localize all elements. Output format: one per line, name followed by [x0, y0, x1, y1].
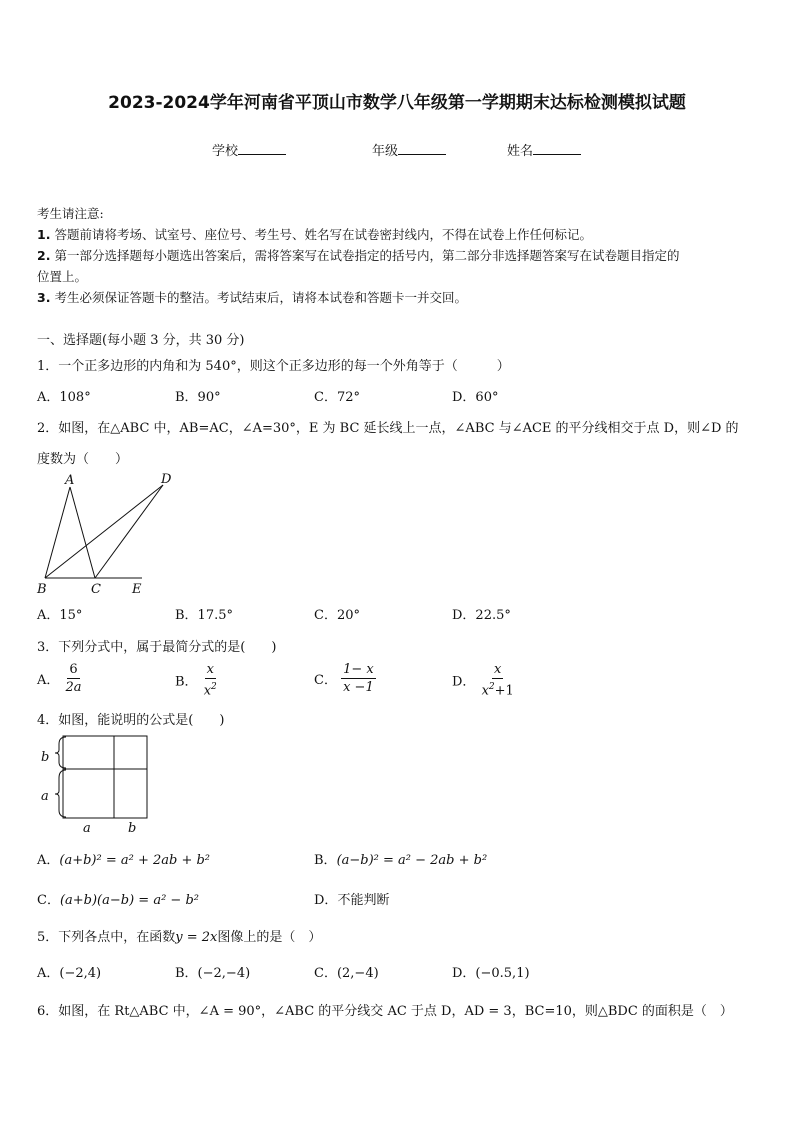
q5-option-c[interactable]: C．(2,−4)	[314, 966, 379, 981]
school-blank	[238, 142, 286, 155]
line-ac	[70, 487, 95, 578]
q2-option-a[interactable]: A．15°	[37, 608, 83, 623]
q3-option-a[interactable]: A． $\frac{6}{2a}$	[37, 662, 82, 695]
q4-option-b[interactable]: B．(a−b)² = a² − 2ab + b²	[314, 853, 488, 868]
q4-option-a[interactable]: A．(a+b)² = a² + 2ab + b²	[37, 853, 211, 868]
q1-option-d[interactable]: D．60°	[452, 390, 499, 405]
q5-option-d[interactable]: D．(−0.5,1)	[452, 966, 530, 981]
notice-item-2: 2. 第一部分选择题每小题选出答案后，需将答案写在试卷指定的括号内，第二部分非选择题答案写在试卷题目指定的	[37, 248, 680, 263]
side-label-b: b	[41, 750, 50, 765]
q5-option-b[interactable]: B．(−2,−4)	[175, 966, 251, 981]
bottom-label-b: b	[128, 821, 137, 836]
grade-label: 年级	[372, 144, 399, 159]
q2-option-b[interactable]: B．17.5°	[175, 608, 233, 623]
label-c: C	[91, 582, 101, 597]
school-label: 学校	[212, 144, 239, 159]
side-label-a: a	[41, 789, 49, 804]
q1-option-c[interactable]: C．72°	[314, 390, 360, 405]
school-field	[212, 140, 286, 159]
q3-option-b[interactable]: B． $\frac{x}{x^2}$	[175, 662, 217, 699]
name-field	[507, 140, 581, 159]
q2-option-c[interactable]: C．20°	[314, 608, 360, 623]
question-4: 4．如图，能说明的公式是( )	[37, 713, 225, 728]
notice-heading: 考生请注意:	[37, 206, 104, 221]
name-label: 姓名	[507, 144, 534, 159]
notice-item-3: 3. 考生必须保证答题卡的整洁。考试结束后，请将本试卷和答题卡一并交回。	[37, 290, 467, 305]
q4-option-c[interactable]: C．(a+b)(a−b) = a² − b²	[37, 893, 199, 908]
label-d: D	[161, 472, 172, 487]
fraction-d: $\frac{x}{x^2+1}$	[481, 662, 514, 699]
q4-option-d[interactable]: D．不能判断	[314, 893, 390, 908]
brace-a	[55, 770, 66, 817]
line-bd	[45, 485, 163, 578]
function-expr: y = 2x	[175, 930, 218, 945]
q1-option-a[interactable]: A．108°	[37, 390, 91, 405]
question-2: 2．如图，在△ABC 中，AB=AC，∠A=30°，E 为 BC 延长线上一点，∠ABC 与∠ACE 的平分线相交于点 D，则∠D 的	[37, 421, 739, 436]
question-6: 6．如图，在 Rt△ABC 中，∠A = 90°，∠ABC 的平分线交 AC 于点 D，AD = 3，BC=10，则△BDC 的面积是（ ）	[37, 1004, 733, 1019]
question-1: 1．一个正多边形的内角和为 540°，则这个正多边形的每一个外角等于（ ）	[37, 359, 510, 374]
q3-option-c[interactable]: C． $\frac{1- x}{x -1}$	[314, 662, 374, 695]
line-cd	[95, 485, 163, 578]
bottom-label-a: a	[83, 821, 91, 836]
question-3: 3．下列分式中，属于最简分式的是( )	[37, 640, 277, 655]
notice-item-2-cont: 位置上。	[37, 269, 88, 284]
question-2-cont: 度数为（ ）	[37, 452, 129, 467]
label-e: E	[132, 582, 142, 597]
q5-option-a[interactable]: A．(−2,4)	[37, 966, 102, 981]
q4-square-figure	[36, 730, 156, 840]
q3-option-d[interactable]: D． $\frac{x}{x^2+1}$	[452, 662, 514, 699]
brace-b	[55, 737, 66, 768]
fraction-c: $\frac{1- x}{x -1}$	[343, 662, 374, 695]
grade-blank	[398, 142, 446, 155]
fraction-a: $\frac{6}{2a}$	[65, 662, 82, 695]
question-5: 5．下列各点中，在函数y = 2x图像上的是（ ）	[37, 930, 322, 945]
q1-option-b[interactable]: B．90°	[175, 390, 221, 405]
page-title: 2023-2024学年河南省平顶山市数学八年级第一学期期末达标检测模拟试题	[108, 93, 686, 113]
name-blank	[533, 142, 581, 155]
q2-option-d[interactable]: D．22.5°	[452, 608, 511, 623]
label-b: B	[37, 582, 47, 597]
outer-square	[63, 736, 147, 818]
line-ab	[45, 487, 70, 578]
label-a: A	[65, 473, 75, 488]
q2-triangle-figure	[32, 470, 182, 598]
grade-field	[372, 140, 446, 159]
section-heading: 一、选择题(每小题 3 分，共 30 分)	[37, 333, 245, 348]
fraction-b: $\frac{x}{x^2}$	[203, 662, 217, 699]
notice-item-1: 1. 答题前请将考场、试室号、座位号、考生号、姓名写在试卷密封线内，不得在试卷上作任何标记。	[37, 227, 592, 242]
